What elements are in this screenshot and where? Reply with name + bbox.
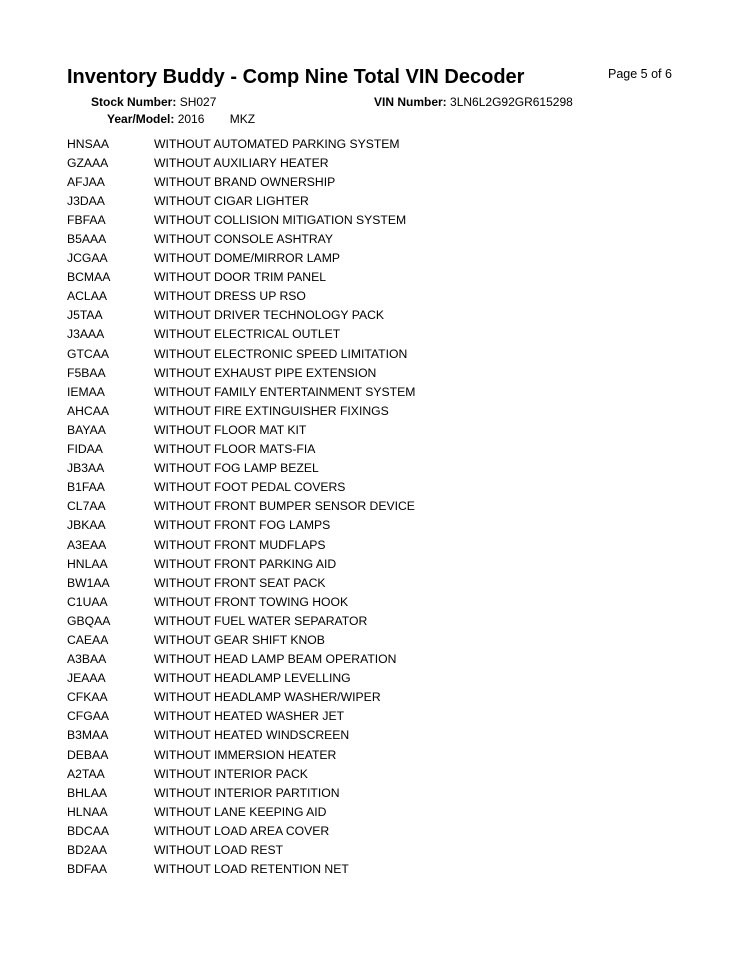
option-description: WITHOUT AUXILIARY HEATER [154,155,329,170]
option-code: J3AAA [67,327,105,342]
option-code: B1FAA [67,480,105,495]
option-code: JBKAA [67,518,106,533]
option-description: WITHOUT HEATED WASHER JET [154,709,345,724]
list-item [67,821,667,840]
year-value: 2016 [177,112,205,126]
list-item [67,554,667,573]
year-model [107,112,255,126]
option-description: WITHOUT DOOR TRIM PANEL [154,270,326,285]
list-item [67,382,667,401]
option-description: WITHOUT LOAD AREA COVER [154,823,330,838]
option-description: WITHOUT HEAD LAMP BEAM OPERATION [154,652,397,667]
list-item [67,210,667,229]
stock-number [91,95,216,109]
option-code: GBQAA [67,613,111,628]
option-description: WITHOUT ELECTRONIC SPEED LIMITATION [154,346,408,361]
list-item [67,401,667,420]
vin-number-label: VIN Number: [374,95,447,109]
option-description: WITHOUT LANE KEEPING AID [154,804,327,819]
stock-number-label: Stock Number: [91,95,177,109]
option-code: CFKAA [67,690,108,705]
option-description: WITHOUT AUTOMATED PARKING SYSTEM [154,136,400,151]
option-description: WITHOUT IMMERSION HEATER [154,747,337,762]
option-code: FBFAA [67,212,106,227]
option-code: IEMAA [67,384,105,399]
option-description: WITHOUT EXHAUST PIPE EXTENSION [154,365,377,380]
option-description: WITHOUT FIRE EXTINGUISHER FIXINGS [154,403,389,418]
list-item [67,287,667,306]
option-code: HNSAA [67,136,109,151]
list-item [67,764,667,783]
option-code: F5BAA [67,365,106,380]
list-item [67,153,667,172]
option-code: AHCAA [67,403,109,418]
list-item [67,573,667,592]
option-code: BDFAA [67,862,107,877]
list-item [67,440,667,459]
option-code: B3MAA [67,728,109,743]
list-item [67,630,667,649]
year-model-label: Year/Model: [107,112,175,126]
option-code: CAEAA [67,632,109,647]
option-code: C1UAA [67,594,108,609]
list-item [67,707,667,726]
option-code: B5AAA [67,232,107,247]
option-description: WITHOUT DOME/MIRROR LAMP [154,251,340,266]
option-description: WITHOUT FRONT MUDFLAPS [154,537,326,552]
list-item [67,268,667,287]
option-description: WITHOUT CONSOLE ASHTRAY [154,232,333,247]
option-code: HLNAA [67,804,108,819]
list-item [67,535,667,554]
option-code: J5TAA [67,308,103,323]
option-description: WITHOUT HEATED WINDSCREEN [154,728,350,743]
option-code: JCGAA [67,251,108,266]
option-code-list [67,134,667,879]
option-description: WITHOUT FRONT FOG LAMPS [154,518,331,533]
list-item [67,478,667,497]
option-description: WITHOUT INTERIOR PACK [154,766,308,781]
list-item [67,783,667,802]
option-code: AFJAA [67,174,105,189]
option-code: HNLAA [67,556,108,571]
option-description: WITHOUT FRONT SEAT PACK [154,575,326,590]
option-description: WITHOUT FRONT PARKING AID [154,556,337,571]
option-code: A3BAA [67,652,107,667]
list-item [67,229,667,248]
option-code: A2TAA [67,766,105,781]
list-item [67,650,667,669]
option-description: WITHOUT ELECTRICAL OUTLET [154,327,341,342]
option-description: WITHOUT HEADLAMP LEVELLING [154,671,351,686]
list-item [67,688,667,707]
option-description: WITHOUT FLOOR MATS-FIA [154,442,316,457]
option-description: WITHOUT DRIVER TECHNOLOGY PACK [154,308,385,323]
option-code: DEBAA [67,747,109,762]
list-item [67,860,667,879]
list-item [67,840,667,859]
option-description: WITHOUT FUEL WATER SEPARATOR [154,613,368,628]
option-description: WITHOUT COLLISION MITIGATION SYSTEM [154,212,407,227]
list-item [67,802,667,821]
list-item [67,191,667,210]
option-code: BD2AA [67,843,107,858]
option-description: WITHOUT FLOOR MAT KIT [154,422,307,437]
list-item [67,745,667,764]
option-description: WITHOUT LOAD REST [154,843,284,858]
page-title: Inventory Buddy - Comp Nine Total VIN Decoder [67,66,525,88]
list-item [67,516,667,535]
option-description: WITHOUT BRAND OWNERSHIP [154,174,336,189]
list-item [67,172,667,191]
list-item [67,497,667,516]
option-description: WITHOUT INTERIOR PARTITION [154,785,340,800]
list-item [67,459,667,478]
option-code: GZAAA [67,155,109,170]
option-description: WITHOUT HEADLAMP WASHER/WIPER [154,690,381,705]
stock-number-value: SH027 [179,95,217,109]
list-item [67,134,667,153]
option-code: BDCAA [67,823,109,838]
option-code: JEAAA [67,671,106,686]
list-item [67,325,667,344]
list-item [67,420,667,439]
option-code: CFGAA [67,709,109,724]
vin-number-value: 3LN6L2G92GR615298 [450,95,573,109]
page-number: Page 5 of 6 [608,67,672,81]
option-code: BHLAA [67,785,107,800]
list-item [67,669,667,688]
model-value: MKZ [229,112,256,126]
list-item [67,726,667,745]
option-description: WITHOUT FRONT BUMPER SENSOR DEVICE [154,499,415,514]
option-code: J3DAA [67,193,105,208]
vin-number [374,95,573,109]
option-description: WITHOUT GEAR SHIFT KNOB [154,632,325,647]
list-item [67,363,667,382]
list-item [67,592,667,611]
option-code: BAYAA [67,422,106,437]
option-code: FIDAA [67,442,103,457]
list-item [67,344,667,363]
option-description: WITHOUT LOAD RETENTION NET [154,862,349,877]
option-description: WITHOUT FOG LAMP BEZEL [154,461,319,476]
option-description: WITHOUT FRONT TOWING HOOK [154,594,349,609]
option-code: JB3AA [67,461,105,476]
option-description: WITHOUT FAMILY ENTERTAINMENT SYSTEM [154,384,416,399]
option-code: GTCAA [67,346,109,361]
option-code: BCMAA [67,270,111,285]
list-item [67,306,667,325]
option-description: WITHOUT DRESS UP RSO [154,289,306,304]
option-code: A3EAA [67,537,107,552]
list-item [67,249,667,268]
option-description: WITHOUT CIGAR LIGHTER [154,193,309,208]
option-description: WITHOUT FOOT PEDAL COVERS [154,480,346,495]
option-code: BW1AA [67,575,110,590]
option-code: ACLAA [67,289,107,304]
option-code: CL7AA [67,499,106,514]
list-item [67,611,667,630]
